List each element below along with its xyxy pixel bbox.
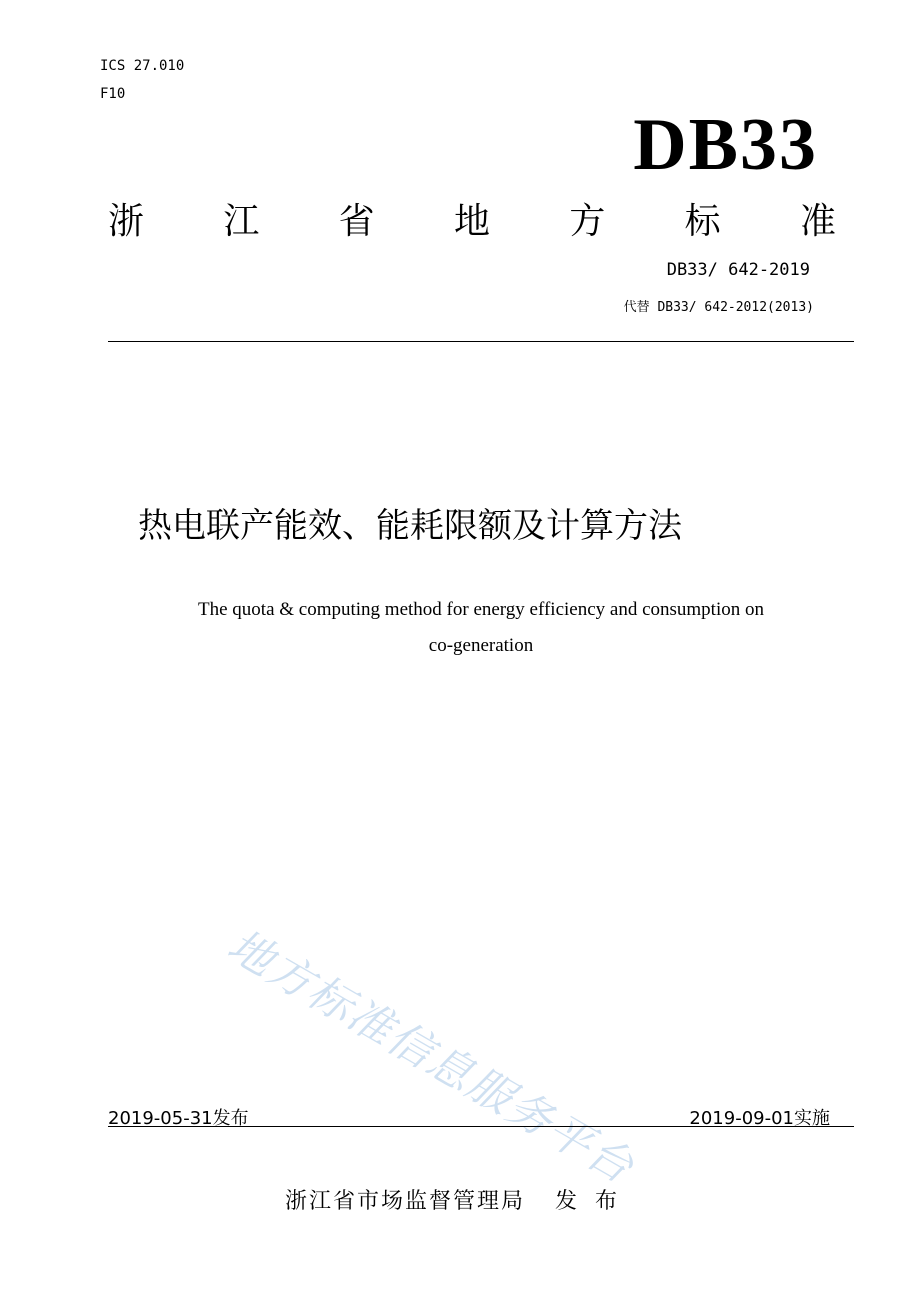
replaces-standard: 代替 DB33/ 642-2012(2013) bbox=[623, 300, 814, 315]
watermark: 地方标准信息服务平台 bbox=[219, 919, 643, 1194]
standard-type-char: 省 bbox=[338, 201, 375, 242]
publisher-action: 发布 bbox=[555, 1189, 636, 1214]
standard-type-char: 准 bbox=[799, 201, 836, 242]
standard-number: DB33/ 642-2019 bbox=[666, 260, 810, 280]
standard-type-char: 地 bbox=[453, 201, 490, 242]
standard-type-char: 江 bbox=[223, 201, 260, 242]
header-divider bbox=[108, 341, 854, 342]
standard-type-char: 浙 bbox=[108, 201, 145, 242]
title-en-line: co-generation bbox=[428, 635, 534, 656]
publisher-name: 浙江省市场监督管理局 bbox=[284, 1189, 525, 1214]
issue-date: 2019-05-31发布 bbox=[108, 1108, 249, 1129]
standard-type-char: 标 bbox=[684, 201, 721, 242]
ics-code: ICS 27.010 bbox=[100, 58, 185, 74]
implementation-date: 2019-09-01实施 bbox=[689, 1108, 830, 1129]
document-title-en bbox=[140, 592, 822, 664]
publisher-line bbox=[0, 1184, 920, 1215]
standard-logo: DB33 bbox=[633, 104, 818, 186]
ccs-code: F10 bbox=[100, 86, 126, 102]
standard-type-heading bbox=[108, 200, 836, 243]
standard-type-char: 方 bbox=[569, 201, 606, 242]
title-en-line: The quota & computing method for energy efficiency and consumption on bbox=[198, 599, 764, 620]
dates-divider bbox=[108, 1126, 854, 1127]
document-title-cn: 热电联产能效、能耗限额及计算方法 bbox=[138, 506, 682, 546]
